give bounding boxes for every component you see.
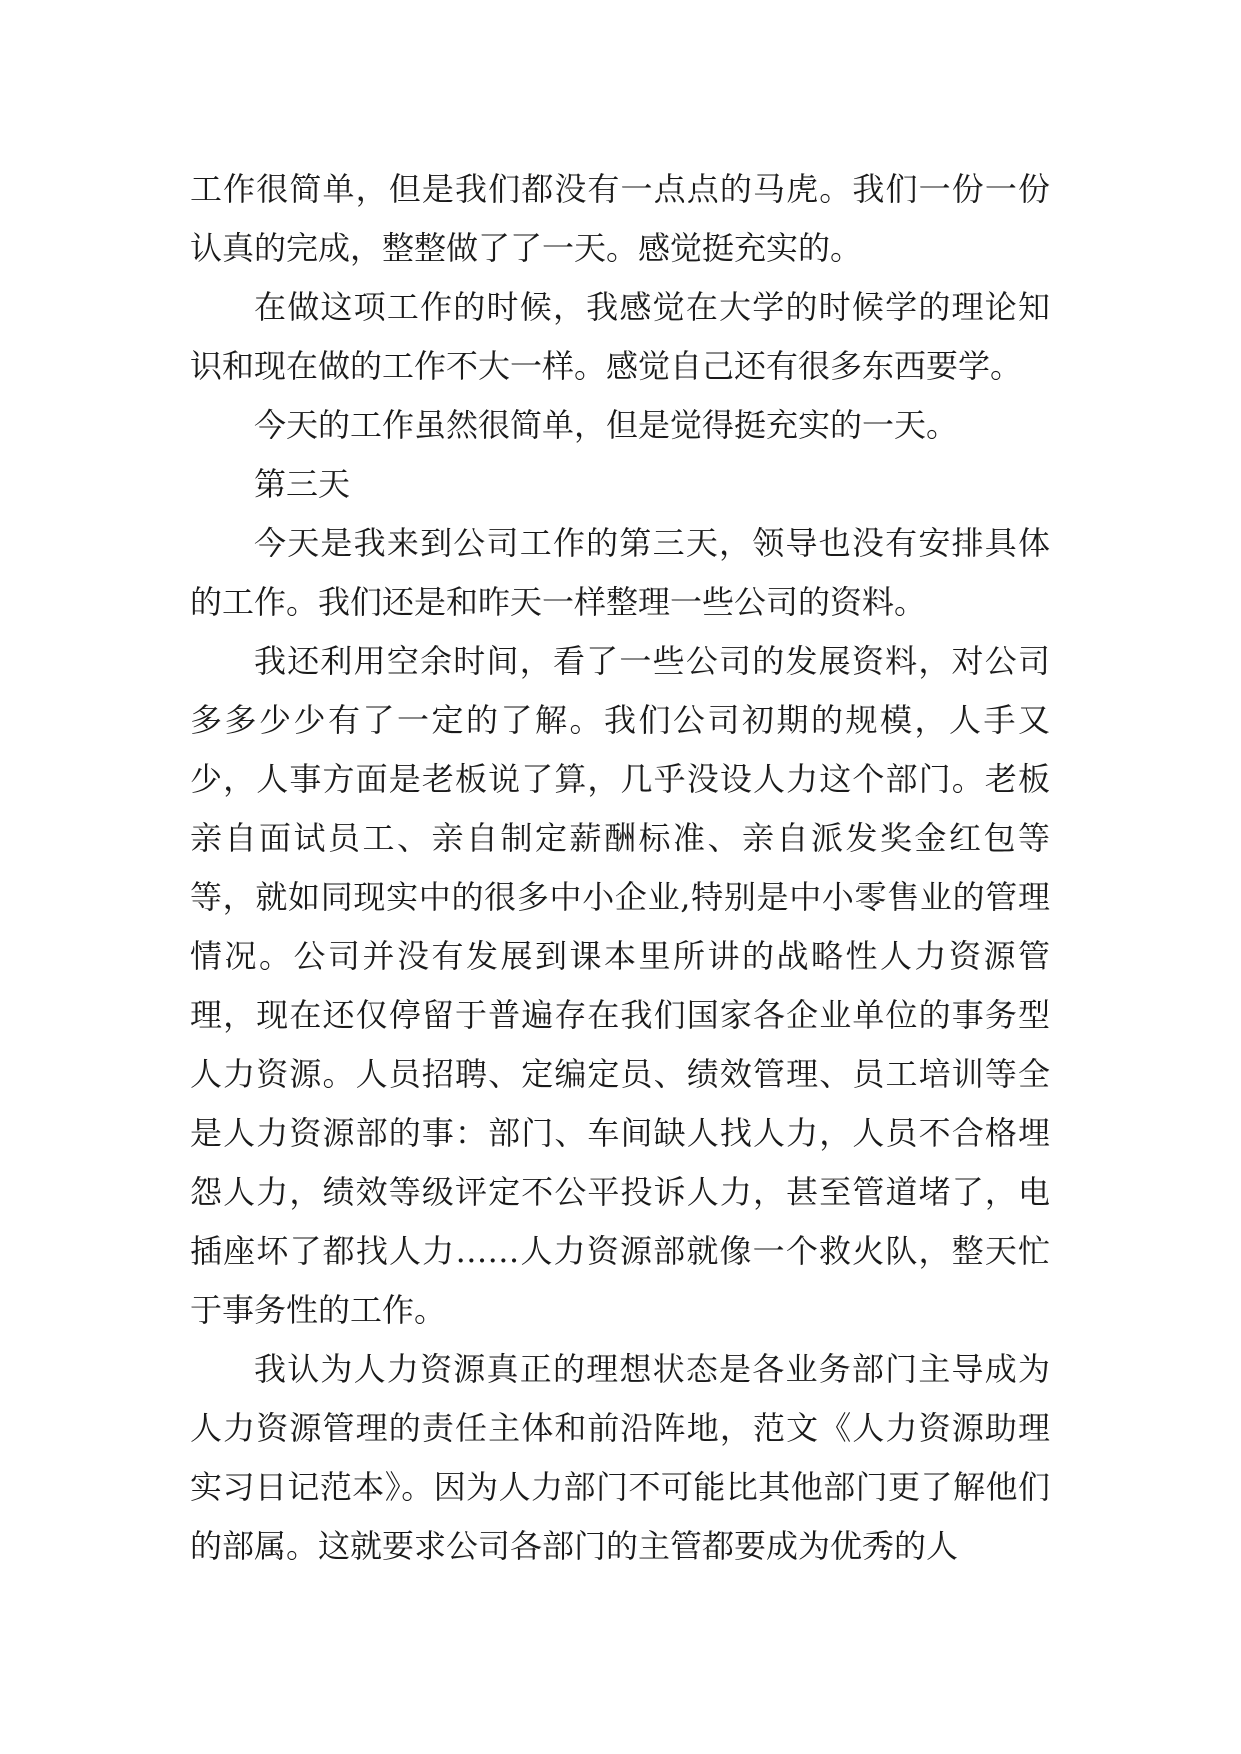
paragraph-7: 我认为人力资源真正的理想状态是各业务部门主导成为人力资源管理的责任主体和前沿阵地，范文《人力资源助理实习日记范本》。因为人力部门不可能比其他部门更了解他们的部属。这就要求公司各部门的主管都要成为优秀的人 bbox=[190, 1350, 1050, 1565]
paragraph-6: 我还利用空余时间，看了一些公司的发展资料，对公司多多少少有了一定的了解。我们公司初期的规模，人手又少，人事方面是老板说了算，几乎没设人力这个部门。老板亲自面试员工、亲自制定薪酬标准、亲自派发奖金红包等等，就如同现实中的很多中小企业,特别是中小零售业的管理情况。公司并没有发展到课本里所讲的战略性人力资源管理，现在还仅停留于普遍存在我们国家各企业单位的事务型人力资源。人员招聘、定编定员、绩效管理、员工培训等全是人力资源部的事：部门、车间缺人找人力，人员不合格埋怨人力，绩效等级评定不公平投诉人力，甚至管道堵了，电插座坏了都找人力……人力资源部就像一个救火队，整天忙于事务性的工作。 bbox=[190, 642, 1050, 1329]
paragraph-1: 工作很简单，但是我们都没有一点点的马虎。我们一份一份认真的完成，整整做了了一天。感觉挺充实的。 bbox=[190, 170, 1050, 267]
paragraph-5: 今天是我来到公司工作的第三天，领导也没有安排具体的工作。我们还是和昨天一样整理一些公司的资料。 bbox=[190, 524, 1050, 621]
paragraph-3: 今天的工作虽然很简单，但是觉得挺充实的一天。 bbox=[254, 406, 959, 444]
section-heading-day-three: 第三天 bbox=[254, 465, 351, 503]
document-body bbox=[190, 160, 1050, 1576]
paragraph-2: 在做这项工作的时候，我感觉在大学的时候学的理论知识和现在做的工作不大一样。感觉自己还有很多东西要学。 bbox=[190, 288, 1050, 385]
